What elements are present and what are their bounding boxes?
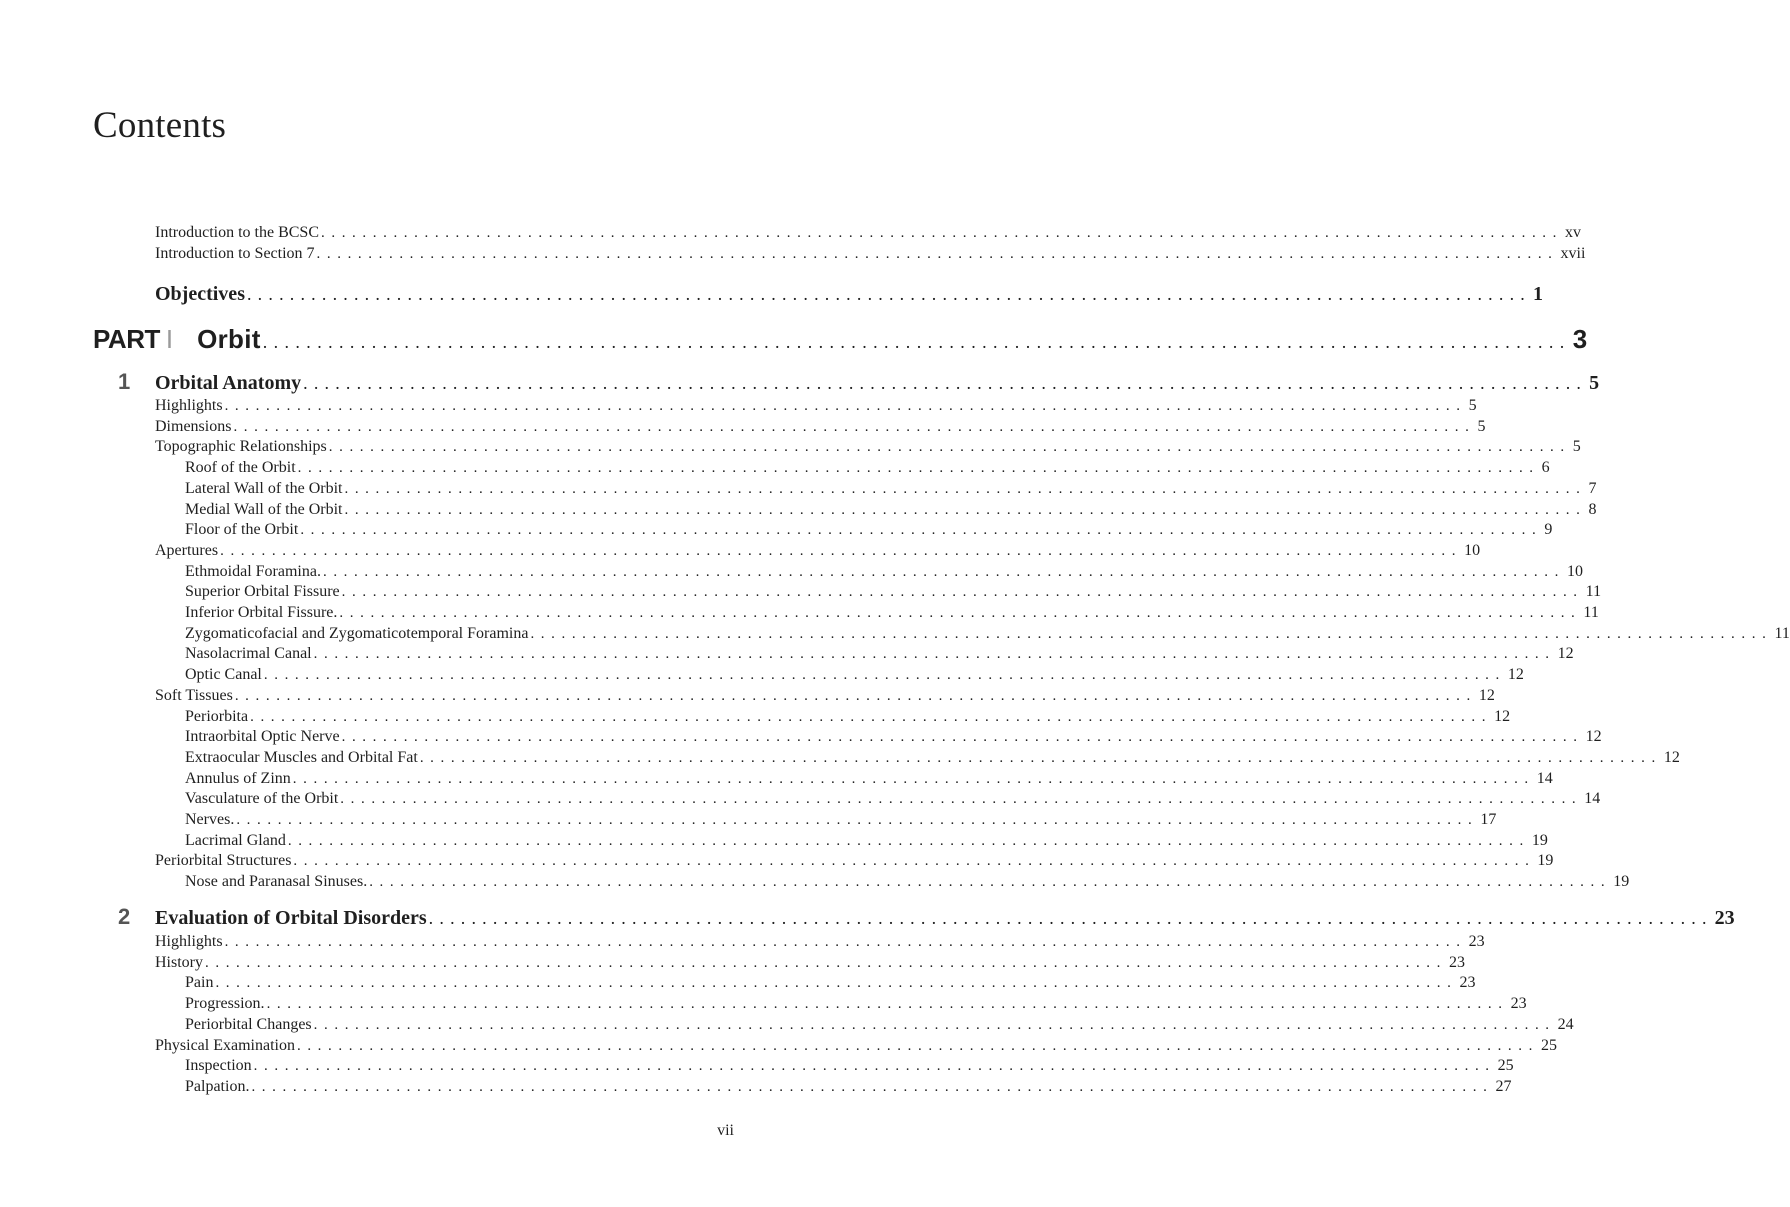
dot-leader: ........................................................................................................................	[344, 501, 1587, 518]
toc-entry-label: History	[155, 953, 203, 971]
toc-entry-label: Periorbital Changes	[185, 1015, 312, 1033]
dot-leader: ........................................................................................................................	[292, 770, 1535, 787]
toc-entry-label: Vasculature of the Orbit	[185, 790, 339, 808]
dot-leader: ........................................................................................................................	[341, 584, 1584, 601]
toc-entry[interactable]	[185, 788, 1601, 810]
toc-entry-introduction-bcsc[interactable]	[155, 222, 1581, 244]
toc-entry[interactable]	[155, 850, 1554, 872]
toc-entry-label: Annulus of Zinn	[185, 769, 291, 787]
toc-entry-page: 7	[1588, 479, 1597, 497]
dot-leader: ........................................................................................................................	[428, 908, 1713, 928]
toc-entry-page: 11	[1585, 583, 1602, 601]
dot-leader: ........................................................................................................................	[316, 246, 1559, 262]
objectives-page: 1	[1532, 283, 1543, 305]
toc-entry[interactable]	[185, 768, 1553, 790]
toc-entry-page: 5	[1477, 417, 1486, 435]
toc-entry-label: Nose and Paranasal Sinuses.	[185, 873, 368, 891]
toc-entry-label: Roof of the Orbit	[185, 459, 296, 477]
toc-entry[interactable]	[185, 726, 1602, 748]
toc-entry-page: 12	[1557, 645, 1574, 663]
toc-entry[interactable]	[185, 664, 1524, 686]
toc-entry[interactable]	[185, 809, 1497, 831]
toc-entry-label: Highlights	[155, 397, 223, 414]
part-number: I	[165, 324, 174, 354]
toc-entry-page: 19	[1531, 831, 1548, 849]
toc-entry-page: xvii	[1560, 245, 1586, 262]
toc-entry[interactable]	[185, 499, 1597, 521]
toc-entry-label: Nerves.	[185, 811, 235, 828]
dot-leader: ........................................................................................................................	[234, 687, 1477, 704]
chapter-title: Evaluation of Orbital Disorders	[155, 907, 427, 929]
dot-leader: ........................................................................................................................	[220, 542, 1463, 559]
toc-entry-label: Highlights	[155, 933, 223, 950]
toc-entry-page: 25	[1497, 1057, 1514, 1075]
dot-leader: ........................................................................................................................	[250, 708, 1493, 725]
toc-entry-page: 12	[1585, 728, 1602, 746]
toc-part-heading[interactable]	[93, 322, 1588, 356]
part-page: 3	[1572, 324, 1588, 354]
dot-leader: ........................................................................................................................	[322, 563, 1565, 580]
toc-entry[interactable]	[155, 685, 1495, 707]
toc-entry-page: 12	[1478, 686, 1495, 704]
dot-leader: ........................................................................................................................	[340, 791, 1583, 808]
toc-entry-page: 19	[1537, 852, 1554, 870]
dot-leader: ........................................................................................................................	[313, 646, 1556, 663]
part-title: Orbit	[197, 324, 261, 354]
toc-entry[interactable]	[185, 972, 1476, 994]
toc-entry-label: Floor of the Orbit	[185, 521, 299, 539]
toc-entry-label: Medial Wall of the Orbit	[185, 500, 343, 518]
dot-leader: ........................................................................................................................	[339, 605, 1582, 621]
dot-leader: ........................................................................................................................	[233, 418, 1476, 435]
dot-leader: ........................................................................................................................	[215, 975, 1458, 992]
dot-leader: ........................................................................................................................	[321, 225, 1563, 241]
chapter-page: 5	[1589, 372, 1600, 394]
toc-entry-label: Introduction to the BCSC	[155, 224, 319, 241]
toc-entry[interactable]	[185, 993, 1527, 1015]
toc-entry[interactable]	[185, 643, 1574, 665]
dot-leader: ........................................................................................................................	[205, 954, 1447, 971]
toc-entry-page: 19	[1613, 873, 1630, 891]
toc-entry[interactable]	[185, 623, 1790, 645]
toc-entry[interactable]	[185, 706, 1511, 728]
chapter-page: 23	[1714, 907, 1735, 929]
toc-objectives[interactable]	[155, 280, 1543, 308]
dot-leader: ........................................................................................................................	[246, 284, 1531, 304]
part-label: PART	[93, 324, 160, 354]
dot-leader: ........................................................................................................................	[262, 332, 1571, 352]
dot-leader: ........................................................................................................................	[297, 460, 1540, 477]
toc-entry-label: Introduction to Section 7	[155, 245, 315, 262]
dot-leader: ........................................................................................................................	[263, 667, 1506, 684]
dot-leader: ........................................................................................................................	[328, 439, 1571, 456]
dot-leader: ........................................................................................................................	[224, 398, 1467, 414]
chapter-title: Orbital Anatomy	[155, 372, 302, 394]
toc-entry-page: 25	[1540, 1036, 1557, 1054]
dot-leader: ........................................................................................................................	[296, 1037, 1539, 1054]
toc-entry[interactable]	[185, 602, 1599, 624]
toc-entry-label: Lateral Wall of the Orbit	[185, 479, 343, 497]
toc-entry-label: Lacrimal Gland	[185, 831, 286, 849]
toc-entry[interactable]	[185, 561, 1583, 583]
toc-entry-label: Palpation.	[185, 1077, 250, 1095]
toc-entry-label: Apertures	[155, 541, 219, 559]
toc-entry-label: Inferior Orbital Fissure.	[185, 604, 338, 621]
chapter-number: 2	[118, 904, 131, 929]
toc-entry-page: 14	[1584, 790, 1601, 808]
toc-entry-page: 10	[1464, 541, 1481, 559]
toc-entry[interactable]	[185, 1076, 1512, 1098]
toc-entry-label: Soft Tissues	[155, 686, 233, 704]
toc-entry-page: 12	[1663, 748, 1680, 766]
toc-entry-label: Topographic Relationships	[155, 438, 327, 456]
toc-entry[interactable]	[155, 416, 1486, 438]
dot-leader: ........................................................................................................................	[369, 874, 1612, 891]
dot-leader: ........................................................................................................................	[313, 1016, 1556, 1033]
dot-leader: ........................................................................................................................	[530, 625, 1773, 642]
toc-entry[interactable]	[185, 478, 1597, 500]
toc-entry[interactable]	[155, 395, 1477, 417]
toc-entry[interactable]	[155, 1035, 1557, 1057]
toc-entry[interactable]	[185, 1055, 1514, 1077]
chapter-number: 1	[118, 369, 131, 394]
toc-entry[interactable]	[155, 540, 1481, 562]
dot-leader: ........................................................................................................................	[287, 832, 1530, 849]
toc-entry[interactable]	[185, 581, 1602, 603]
toc-entry[interactable]	[185, 1014, 1574, 1036]
toc-entry[interactable]	[155, 436, 1581, 458]
toc-entry-page: 6	[1541, 459, 1550, 477]
toc-entry[interactable]	[185, 830, 1548, 852]
toc-entry-page: 23	[1459, 974, 1476, 992]
page-title: Contents	[93, 105, 227, 146]
objectives-label: Objectives	[155, 283, 245, 305]
toc-entry-page: 12	[1494, 707, 1511, 725]
dot-leader: ........................................................................................................................	[224, 934, 1467, 950]
toc-entry-page: 14	[1536, 769, 1553, 787]
toc-entry-label: Inspection	[185, 1057, 252, 1075]
toc-entry-page: 23	[1510, 995, 1527, 1013]
toc-entry-label: Pain	[185, 974, 214, 992]
dot-leader: ........................................................................................................................	[419, 749, 1662, 766]
toc-entry-label: Periorbital Structures	[155, 852, 292, 870]
toc-entry-page: 5	[1468, 397, 1477, 414]
toc-entry-label: Ethmoidal Foramina.	[185, 562, 321, 580]
toc-entry-introduction-section[interactable]	[155, 243, 1586, 265]
toc-entry-label: Physical Examination	[155, 1036, 295, 1054]
toc-entry[interactable]	[185, 747, 1680, 769]
toc-entry[interactable]	[155, 952, 1465, 974]
toc-entry-page: 23	[1449, 953, 1465, 971]
dot-leader: ........................................................................................................................	[344, 480, 1587, 497]
toc-entry-page: 9	[1544, 521, 1553, 539]
toc-entry-label: Superior Orbital Fissure	[185, 583, 340, 601]
toc-entry[interactable]	[155, 931, 1485, 953]
toc-entry-label: Dimensions	[155, 417, 232, 435]
dot-leader: ........................................................................................................................	[303, 373, 1588, 393]
toc-entry-page: 8	[1588, 500, 1597, 518]
page-number: vii	[717, 1122, 734, 1139]
toc-entry-label: Progression.	[185, 995, 265, 1013]
toc-entry-page: 24	[1557, 1015, 1574, 1033]
dot-leader: ........................................................................................................................	[251, 1078, 1494, 1095]
toc-entry-label: Extraocular Muscles and Orbital Fat	[185, 748, 418, 766]
toc-entry-label: Periorbita	[185, 707, 249, 725]
toc-entry-page: 10	[1566, 562, 1583, 580]
toc-entry[interactable]	[185, 871, 1630, 893]
dot-leader: ........................................................................................................................	[266, 996, 1509, 1013]
dot-leader: ........................................................................................................................	[300, 522, 1543, 539]
dot-leader: ........................................................................................................................	[341, 729, 1584, 746]
toc-entry-page: 27	[1495, 1077, 1512, 1095]
toc-entry-label: Zygomaticofacial and Zygomaticotemporal Foramina	[185, 624, 529, 642]
toc-chapter-heading[interactable]	[155, 369, 1600, 397]
toc-chapter-heading[interactable]	[155, 904, 1735, 932]
dot-leader: ........................................................................................................................	[293, 853, 1536, 870]
dot-leader: ........................................................................................................................	[253, 1058, 1496, 1075]
toc-entry[interactable]	[185, 457, 1550, 479]
toc-entry-page: 11	[1774, 624, 1790, 642]
toc-entry-page: 23	[1468, 933, 1485, 950]
toc-entry-label: Optic Canal	[185, 666, 262, 684]
toc-entry-page: 5	[1572, 438, 1581, 456]
toc-entry[interactable]	[185, 519, 1553, 541]
toc-entry-label: Intraorbital Optic Nerve	[185, 728, 340, 746]
toc-entry-page: 17	[1480, 811, 1497, 828]
dot-leader: ........................................................................................................................	[236, 812, 1479, 828]
toc-entry-page: 11	[1583, 604, 1599, 621]
toc-entry-label: Nasolacrimal Canal	[185, 645, 312, 663]
toc-entry-page: 12	[1507, 666, 1524, 684]
toc-entry-page: xv	[1565, 224, 1581, 241]
